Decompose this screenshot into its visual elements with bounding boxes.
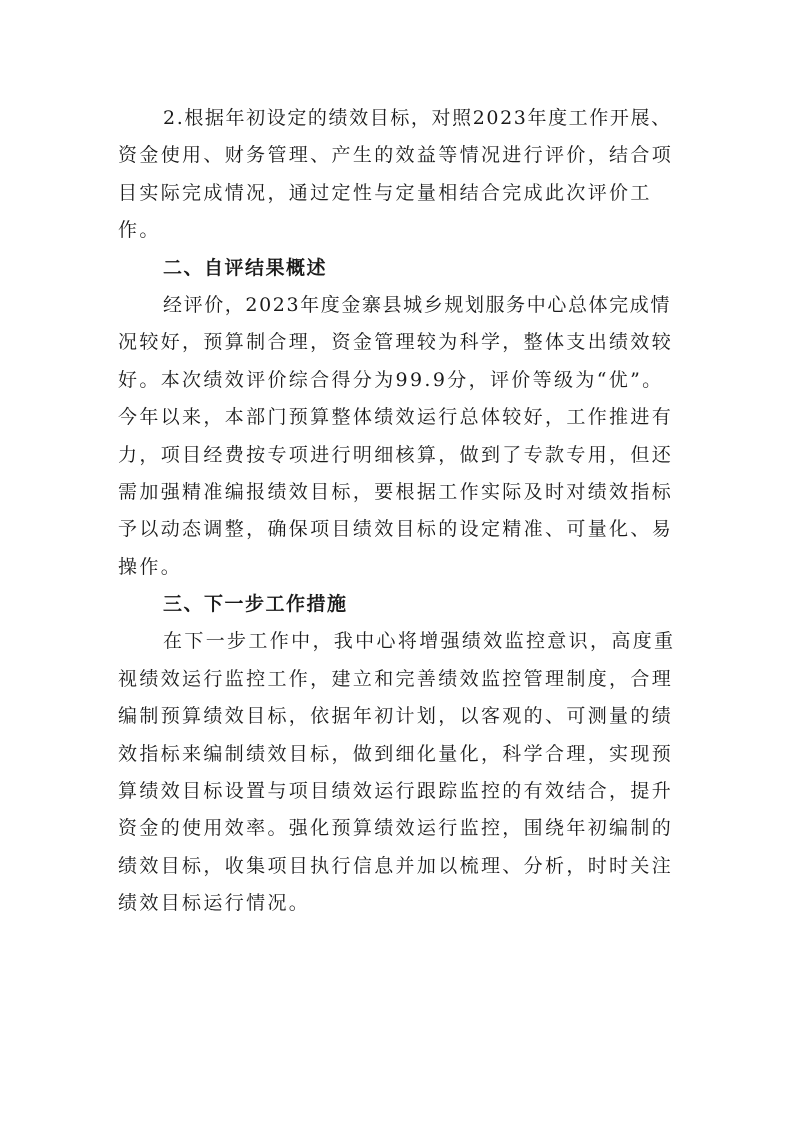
paragraph-1 <box>118 100 675 250</box>
text-line: 好。本次绩效评价综合得分为99.9分，评价等级为“优”。 <box>118 368 664 391</box>
paragraph-3 <box>118 623 675 922</box>
text-line: 绩效目标，收集项目执行信息并加以梳理、分析，时时关注 <box>118 854 674 877</box>
text-line: 算绩效目标设置与项目绩效运行跟踪监控的有效结合，提升 <box>118 780 674 803</box>
text-line: 况较好，预算制合理，资金管理较为科学，整体支出绩效较 <box>118 331 674 354</box>
text-line: 在下一步工作中，我中心将增强绩效监控意识，高度重 <box>163 630 676 653</box>
text-line: 资金使用、财务管理、产生的效益等情况进行评价，结合项 <box>118 144 674 167</box>
text-line: 今年以来，本部门预算整体绩效运行总体较好，工作推进有 <box>118 406 674 429</box>
text-line: 效指标来编制绩效目标，做到细化量化，科学合理，实现预 <box>118 742 674 765</box>
text-line: 编制预算绩效目标，依据年初计划，以客观的、可测量的绩 <box>118 705 674 728</box>
section-heading-3: 三、下一步工作措施 <box>163 593 348 616</box>
text-line: 视绩效运行监控工作，建立和完善绩效监控管理制度，合理 <box>118 667 674 690</box>
text-line: 作。 <box>118 219 161 242</box>
text-line: 2.根据年初设定的绩效目标，对照2023年度工作开展、 <box>163 107 672 129</box>
text-line: 经评价，2023年度金寨县城乡规划服务中心总体完成情 <box>163 293 671 316</box>
text-line: 目实际完成情况，通过定性与定量相结合完成此次评价工 <box>118 181 652 204</box>
text-line: 绩效目标运行情况。 <box>118 892 311 915</box>
text-line: 操作。 <box>118 555 183 578</box>
paragraph-2 <box>118 287 675 586</box>
text-line: 予以动态调整，确保项目绩效目标的设定精准、可量化、易 <box>118 518 674 541</box>
text-line: 需加强精准编报绩效目标，要根据工作实际及时对绩效指标 <box>118 480 674 503</box>
section-heading-2: 二、自评结果概述 <box>163 256 328 279</box>
text-line: 资金的使用效率。强化预算绩效运行监控，围绕年初编制的 <box>118 817 674 840</box>
text-line: 力，项目经费按专项进行明细核算，做到了专款专用，但还 <box>118 443 674 466</box>
